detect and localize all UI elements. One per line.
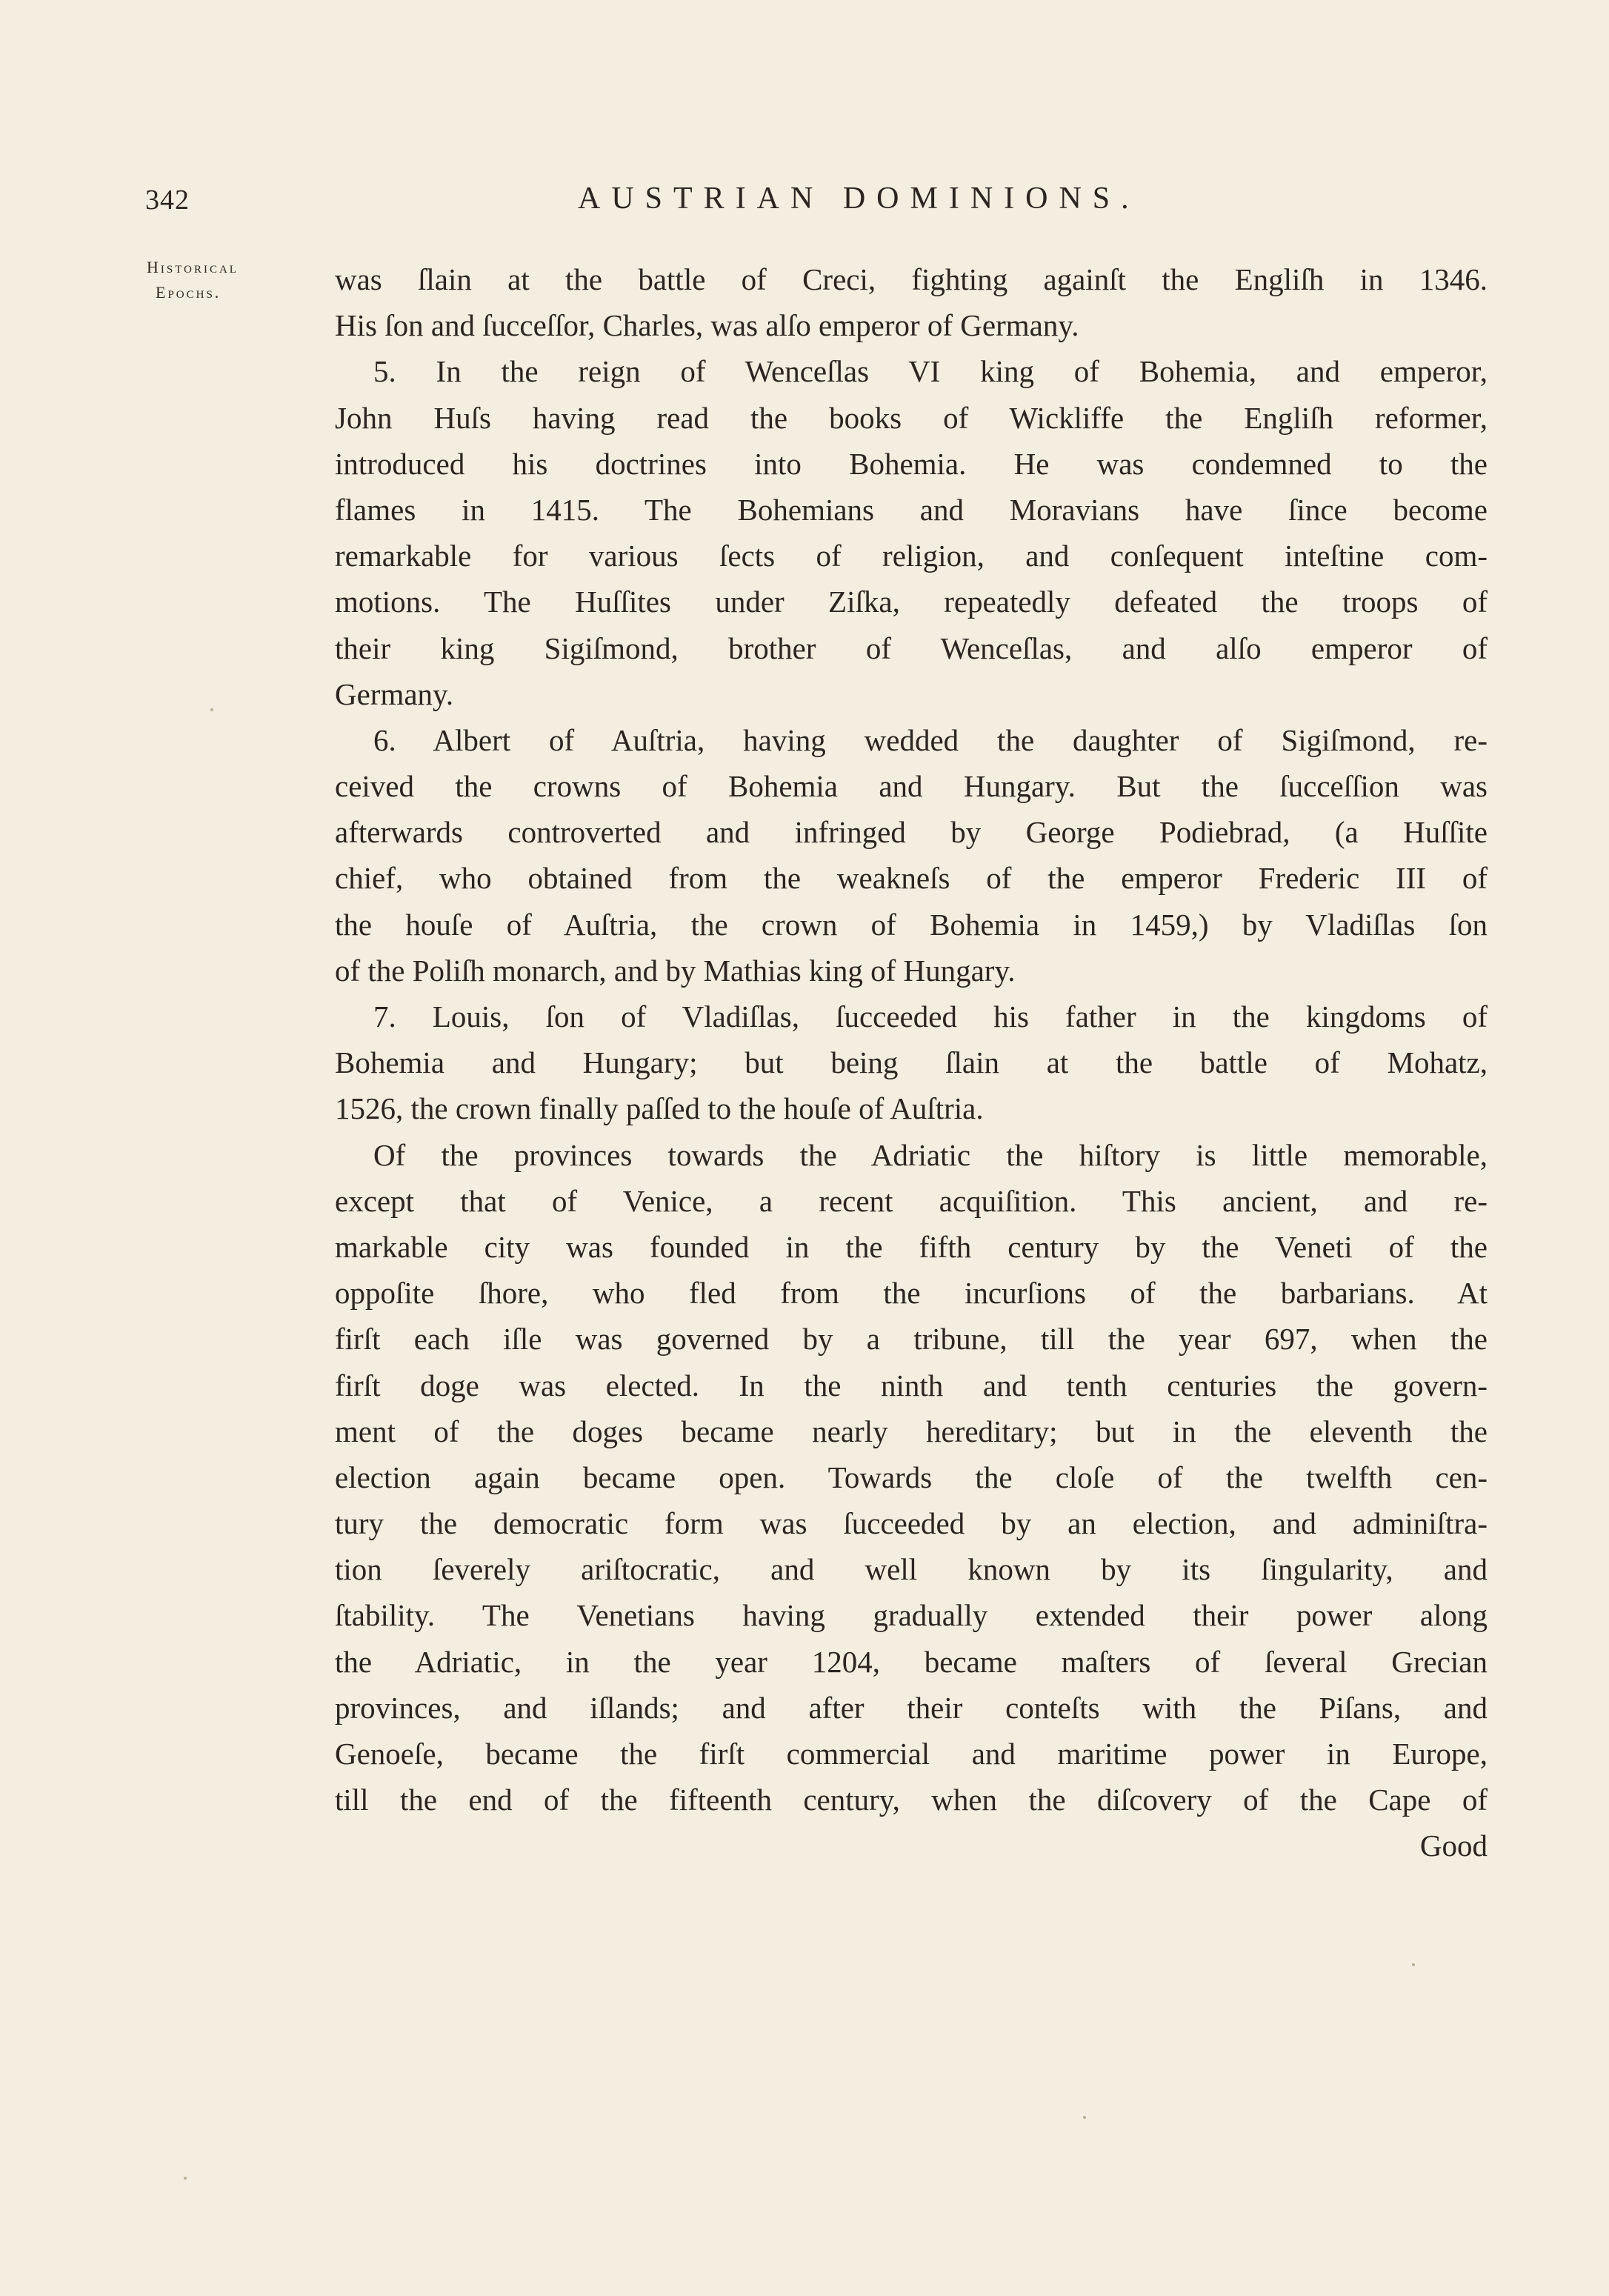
text-line: chief, who obtained from the weakneſs of the emperor Frederic III of <box>335 861 1488 896</box>
text-line: ment of the doges became nearly hereditary; but in the eleventh the <box>335 1414 1488 1448</box>
text-line: markable city was founded in the fifth century by the Veneti of the <box>335 1229 1488 1264</box>
text-line: firſt each iſle was governed by a tribune, till the year 697, when the <box>335 1322 1488 1357</box>
text-line: Germany. <box>335 676 454 711</box>
text-line: except that of Venice, a recent acquiſition. This ancient, and re- <box>335 1183 1488 1218</box>
text-line: 6. Albert of Auſtria, having wedded the daughter of Sigiſmond, re- <box>373 722 1488 757</box>
text-line: election again became open. Towards the cloſe of the twelfth cen- <box>335 1460 1488 1494</box>
body-text <box>335 256 1488 1869</box>
text-line: was ſlain at the battle of Creci, fighting againſt the Engliſh in 1346. <box>335 262 1488 296</box>
text-line: 7. Louis, ſon of Vladiſlas, ſucceeded his father in the kingdoms of <box>373 999 1488 1034</box>
running-head: AUSTRIAN DOMINIONS. <box>578 182 1140 216</box>
text-line: introduced his doctrines into Bohemia. He was condemned to the <box>335 446 1488 481</box>
text-line: Of the provinces towards the Adriatic the hiſtory is little memorable, <box>373 1137 1488 1172</box>
text-line: tion ſeverely ariſtocratic, and well known by its ſingularity, and <box>335 1552 1488 1587</box>
text-line: tury the democratic form was ſucceeded by an election, and adminiſtra- <box>335 1506 1488 1541</box>
margin-note-line: Epochs. <box>156 283 221 302</box>
paper-speck <box>210 708 213 711</box>
text-line: of the Poliſh monarch, and by Mathias king of Hungary. <box>335 953 1016 988</box>
text-line: flames in 1415. The Bohemians and Moravians have ſince become <box>335 492 1488 527</box>
text-line: till the end of the fifteenth century, when the diſcovery of the Cape of <box>335 1783 1488 1817</box>
text-line: His ſon and ſucceſſor, Charles, was alſo emperor of Germany. <box>335 308 1079 343</box>
paper-speck <box>184 2177 187 2180</box>
margin-note-line: Historical <box>147 258 239 276</box>
text-line: 1526, the crown finally paſſed to the houſe of Auſtria. <box>335 1091 984 1126</box>
text-line: ceived the crowns of Bohemia and Hungary. But the ſucceſſion was <box>335 769 1488 804</box>
text-line: oppoſite ſhore, who fled from the incurſions of the barbarians. At <box>335 1276 1488 1311</box>
text-line: Bohemia and Hungary; but being ſlain at the battle of Mohatz, <box>335 1045 1488 1080</box>
text-line: 5. In the reign of Wenceſlas VI king of Bohemia, and emperor, <box>373 354 1488 389</box>
text-line: motions. The Huſſites under Ziſka, repeatedly defeated the troops of <box>335 585 1488 619</box>
page-number: 342 <box>145 184 190 216</box>
text-line: the houſe of Auſtria, the crown of Bohemia in 1459,) by Vladiſlas ſon <box>335 907 1488 942</box>
text-line: ſtability. The Venetians having gradually extended their power along <box>335 1598 1488 1633</box>
text-line: remarkable for various ſects of religion, and conſequent inteſtine com- <box>335 539 1488 573</box>
text-line: Genoeſe, became the firſt commercial and maritime power in Europe, <box>335 1737 1488 1771</box>
text-line: the Adriatic, in the year 1204, became maſters of ſeveral Grecian <box>335 1644 1488 1679</box>
text-line: afterwards controverted and infringed by George Podiebrad, (a Huſſite <box>335 815 1488 850</box>
text-line: provinces, and iſlands; and after their conteſts with the Piſans, and <box>335 1690 1488 1725</box>
catchword: Good <box>1419 1829 1488 1863</box>
text-line: John Huſs having read the books of Wickliffe the Engliſh reformer, <box>335 400 1488 435</box>
margin-note <box>147 255 317 305</box>
text-line: their king Sigiſmond, brother of Wenceſlas, and alſo emperor of <box>335 630 1488 665</box>
paper-speck <box>1412 1963 1415 1966</box>
text-line: firſt doge was elected. In the ninth and tenth centuries the govern- <box>335 1368 1488 1402</box>
paper-speck <box>1083 2116 1086 2119</box>
